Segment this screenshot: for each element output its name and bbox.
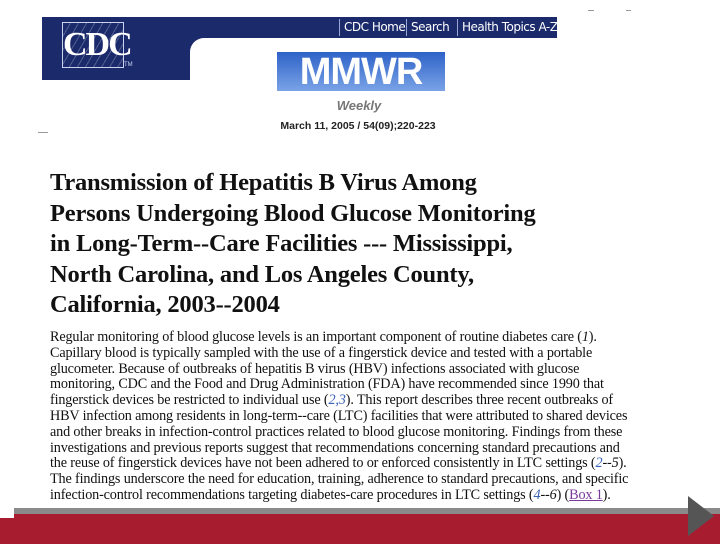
body-text: monitoring, CDC and the Food and Drug Administration (FDA) have recommended since 1990 that	[50, 376, 604, 393]
citation-number: 6	[549, 486, 557, 503]
scan-speck	[626, 10, 631, 11]
body-text: fingerstick devices be restricted to individual use (	[50, 392, 329, 409]
body-text: --	[540, 486, 550, 503]
footer-gray-stripe	[0, 508, 720, 514]
mmwr-logo[interactable]: MMWR	[277, 52, 445, 91]
title-line: Persons Undergoing Blood Glucose Monitoring	[50, 199, 536, 227]
body-text: ). This report describes three recent outbreaks of	[345, 392, 613, 409]
body-line	[50, 362, 628, 378]
citation-link[interactable]: 2,3	[328, 392, 346, 409]
body-line	[50, 456, 628, 472]
body-text: ).	[588, 329, 597, 345]
body-text: Regular monitoring of blood glucose levels is an important component of routine diabetes care (	[50, 329, 582, 345]
arrow-logo-icon	[688, 496, 714, 536]
body-text: ) (	[556, 486, 570, 503]
nav-health-topics[interactable]: Health Topics A-Z	[457, 19, 558, 36]
article-body	[50, 330, 628, 504]
body-line	[50, 377, 628, 393]
title-line: North Carolina, and Los Angeles County,	[50, 260, 474, 288]
body-line	[50, 441, 628, 457]
citation-link[interactable]: 4	[533, 486, 541, 503]
body-text: glucometer. Because of outbreaks of hepatitis B virus (HBV) infections associated with glucose	[50, 360, 580, 377]
body-text: and other breaks in infection-control practices related to blood glucose monitoring. Findings from these	[50, 423, 623, 440]
body-text: Capillary blood is typically sampled with the use of a fingerstick device and tested with a portable	[50, 344, 593, 361]
nav-cdc-home[interactable]: CDC Home	[339, 19, 407, 36]
body-text: ).	[602, 486, 611, 503]
scan-speck	[588, 10, 594, 11]
box-1-link[interactable]: Box 1	[569, 486, 603, 503]
citation-link[interactable]: 2	[595, 455, 603, 472]
body-line	[50, 488, 628, 504]
body-text: The findings underscore the need for education, training, adherence to standard precautions, and specific	[50, 471, 629, 488]
citation-number: 5	[611, 455, 619, 472]
title-line: Transmission of Hepatitis B Virus Among	[50, 169, 477, 196]
body-text: infection-control recommendations targeting diabetes-care procedures in LTC settings (	[50, 486, 534, 503]
body-line	[50, 409, 628, 425]
body-line	[50, 330, 628, 346]
body-text: ).	[618, 455, 627, 472]
title-line: California, 2003--2004	[50, 291, 280, 318]
title-line: in Long-Term--Care Facilities --- Mississippi,	[50, 230, 513, 257]
body-text: HBV infection among residents in long-term--care (LTC) facilities that were attributed to shared devices	[50, 407, 628, 424]
article-title	[50, 168, 536, 321]
trademark: TM	[124, 62, 133, 68]
issue-date: March 11, 2005 / 54(09);220-223	[280, 120, 436, 132]
nav-search[interactable]: Search	[406, 19, 458, 36]
scan-speck	[38, 132, 48, 133]
citation-number: 1	[581, 329, 589, 345]
footer-corner	[0, 508, 14, 518]
body-text: the reuse of fingerstick devices have not been adhered to or enforced consistently in LTC settings (	[50, 455, 596, 472]
body-line	[50, 346, 628, 362]
body-text: --	[602, 455, 612, 472]
body-text: investigations and previous reports suggest that recommendations concerning standard precautions and	[50, 439, 620, 456]
body-line	[50, 472, 628, 488]
cdc-logo[interactable]: CDC	[62, 22, 124, 68]
body-line	[50, 393, 628, 409]
body-line	[50, 425, 628, 441]
publication-subtitle: Weekly	[336, 98, 382, 113]
